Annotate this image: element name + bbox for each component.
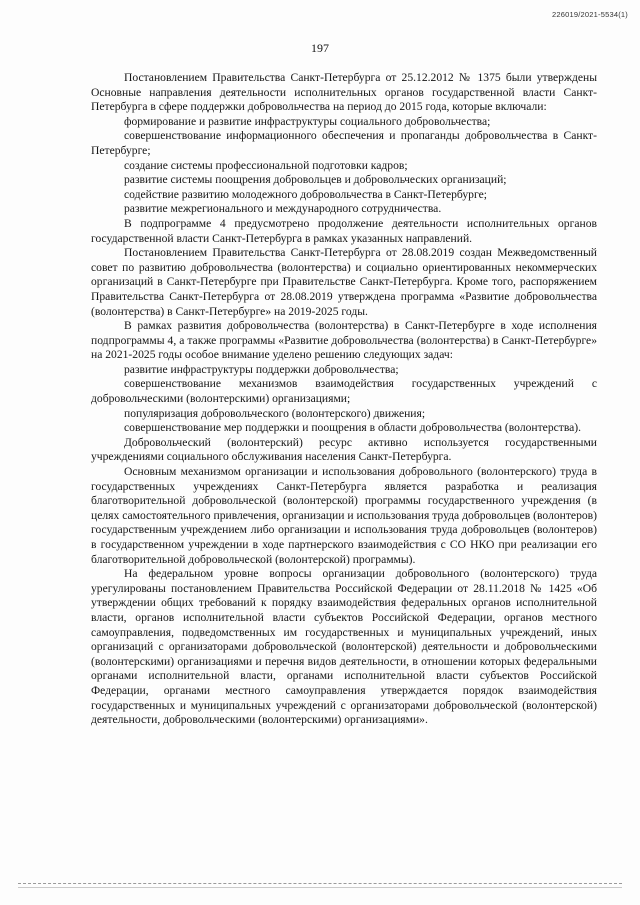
list-item: совершенствование мер поддержки и поощрения в области добровольчества (волонтерства).	[124, 421, 582, 435]
list-item: формирование и развитие инфраструктуры социального добровольчества;	[124, 114, 491, 128]
list-item: развитие системы поощрения добровольцев и добровольческих организаций;	[124, 173, 507, 187]
document-body	[91, 71, 597, 728]
scan-edge-divider	[18, 883, 622, 884]
paragraph: В рамках развития добровольчества (волонтерства) в Санкт-Петербурге в ходе исполнения подпрограммы 4, а также программы «Развитие добровольчества (волонтерства) в Санкт-Петербурге» на 2021-2025 годы особое внимание уделено решению следующих задач:	[91, 319, 597, 362]
scan-edge-divider	[18, 887, 622, 888]
paragraph: Постановлением Правительства Санкт-Петербурга от 28.08.2019 создан Межведомственный совет по развитию добровольчества (волонтерства) и социально ориентированных некоммерческих организаций в Санкт-Петербурге при Правительстве Санкт-Петербурга. Кроме того, распоряжением Правительства Санкт-Петербурга от 28.08.2019 утверждена программа «Развитие добровольчества (волонтерства) в Санкт-Петербурге» на 2019-2025 годы.	[91, 246, 597, 318]
list-item: совершенствование механизмов взаимодействия государственных учреждений с добровольческими (волонтерскими) организациями;	[91, 377, 597, 406]
paragraph: Постановлением Правительства Санкт-Петербурга от 25.12.2012 № 1375 были утверждены Основные направления деятельности исполнительных органов государственной власти Санкт-Петербурга в сфере поддержки добровольчества на период до 2015 года, которые включали:	[91, 71, 597, 114]
paragraph: Основным механизмом организации и использования добровольного (волонтерского) труда в государственных учреждениях Санкт-Петербурга является разработка и реализация благотворительной добровольческой (волонтерской) программы государственного учреждения (в целях самостоятельного привлечения, организации и использования труда добровольцев (волонтеров) государственным учреждением либо организации и использования труда добровольцев (волонтеров) в государственном учреждении в ходе партнерского взаимодействия с СО НКО при реализации его благотворительной добровольческой (волонтерской) программы).	[91, 465, 597, 566]
paragraph: Добровольческий (волонтерский) ресурс активно используется государственными учреждениями социального обслуживания населения Санкт-Петербурга.	[91, 435, 597, 464]
paragraph: В подпрограмме 4 предусмотрено продолжение деятельности исполнительных органов государственной власти Санкт-Петербурга в рамках указанных направлений.	[91, 216, 597, 245]
page-number: 197	[311, 41, 329, 55]
list-item: развитие инфраструктуры поддержки добровольчества;	[124, 362, 399, 376]
list-item: развитие межрегионального и международного сотрудничества.	[124, 202, 442, 216]
paragraph: На федеральном уровне вопросы организации добровольного (волонтерского) труда урегулированы постановлением Правительства Российской Федерации от 28.11.2018 № 1425 «Об утверждении общих требований к порядку взаимодействия федеральных органов исполнительной власти, органов исполнительной власти субъектов Российской Федерации, органов местного самоуправления, подведомственных им государственных и муниципальных учреждений, иных организаций с организаторами добровольческой (волонтерской) деятельности и добровольческими (волонтерскими) организациями и перечня видов деятельности, в отношении которых федеральными органами исполнительной власти, органами исполнительной власти субъектов Российской Федерации, органами местного самоуправления утверждается порядок взаимодействия государственных и муниципальных учреждений с организаторами добровольческой (волонтерской) деятельности, добровольческими (волонтерскими) организациями».	[91, 567, 597, 727]
document-registration-number: 226019/2021-5534(1)	[552, 10, 628, 19]
list-item: содействие развитию молодежного добровольчества в Санкт-Петербурге;	[124, 187, 487, 201]
list-item: создание системы профессиональной подготовки кадров;	[124, 158, 408, 172]
list-item: совершенствование информационного обеспечения и пропаганды добровольчества в Санкт-Петербурге;	[91, 129, 597, 157]
list-item: популяризация добровольческого (волонтерского) движения;	[124, 406, 426, 420]
